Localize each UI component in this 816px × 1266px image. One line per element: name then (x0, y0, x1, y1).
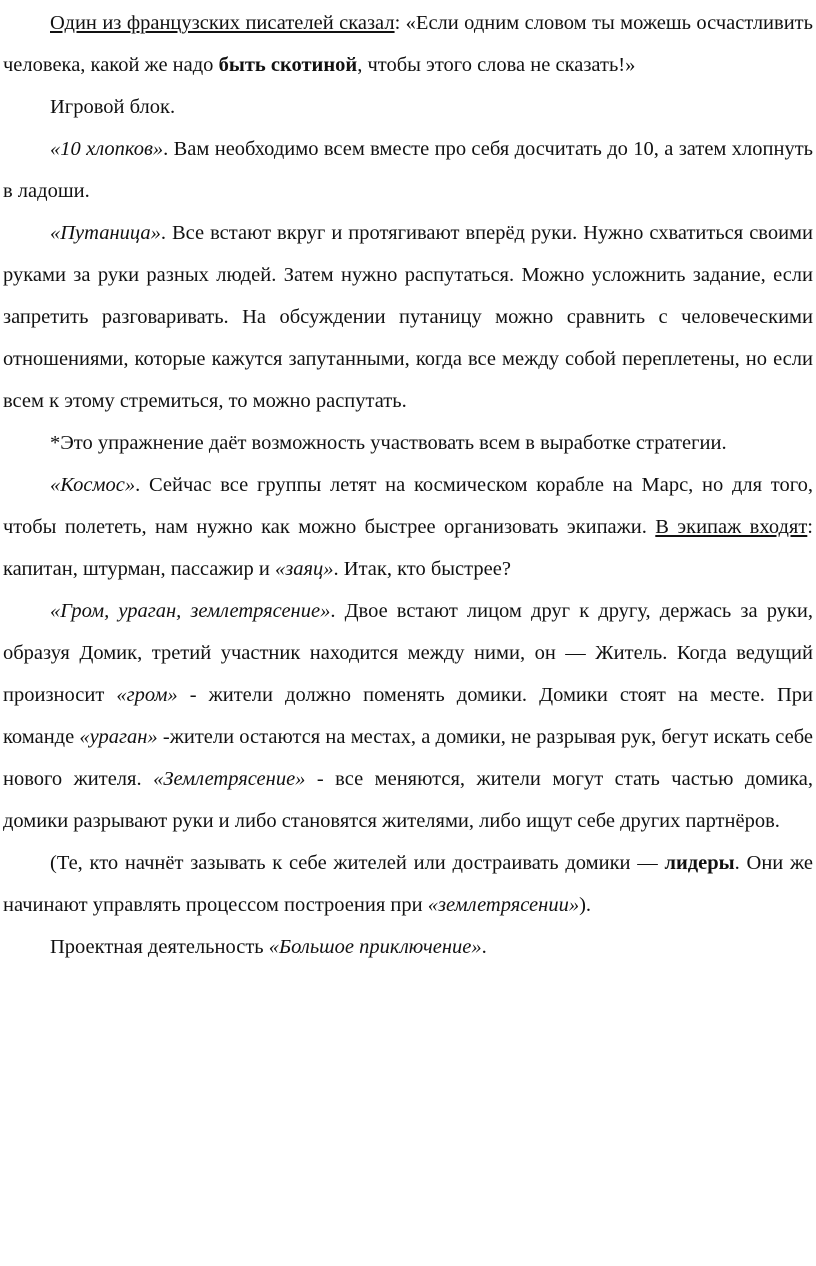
text: : капитан, штурман, пассажир и (3, 516, 813, 580)
underlined-text: В экипаж входят (655, 516, 808, 538)
text: . Они же начинают управлять процессом построения при (3, 852, 813, 916)
paragraph-note (3, 422, 813, 464)
game-title: «10 хлопков» (50, 138, 164, 160)
text: -жители остаются на местах, а домики, не разрывая рук, бегут искать себе нового жителя. (3, 726, 813, 790)
paragraph-game-space (3, 464, 813, 590)
italic-text: «заяц» (275, 558, 334, 580)
text: . Сейчас все группы летят на космическом корабле на Марс, но для того, чтобы полететь, нам нужно как можно быстрее организовать экипажи. (3, 474, 813, 538)
paragraph-game-thunder (3, 590, 813, 842)
italic-text: «ураган» (79, 726, 158, 748)
text: . Двое встают лицом друг к другу, держась за руки, образуя Домик, третий участник находится между ними, он — Житель. Когда ведущий произносит (3, 600, 813, 706)
game-title: «Путаница» (50, 222, 161, 244)
italic-text: «Землетрясение» (153, 768, 306, 790)
text: , чтобы этого слова не сказать!» (357, 54, 636, 76)
paragraph-project (3, 926, 813, 968)
text: - жители должно поменять домики. Домики стоят на месте. При команде (3, 684, 813, 748)
text: - все меняются, жители могут стать частью домика, домики разрывают руки и либо становятся жителями, либо ищут себе других партнёров. (3, 768, 813, 832)
text: . Все встают вкруг и протягивают вперёд руки. Нужно схватиться своими руками за руки разных людей. Затем нужно распутаться. Можно усложнить задание, если запретить разговаривать. На обсуждении путаницу можно сравнить с человеческими отношениями, которые кажутся запутанными, когда все между собой переплетены, но если всем к этому стремиться, то можно распутать. (3, 222, 813, 412)
text: Проектная деятельность (50, 936, 269, 958)
project-title: «Большое приключение» (268, 936, 482, 958)
italic-text: «землетрясении» (427, 894, 580, 916)
quote-source: Один из французских писателей сказал (50, 12, 395, 34)
section-heading: Игровой блок. (50, 96, 176, 118)
text: . Итак, кто быстрее? (333, 558, 511, 580)
paragraph-game-10-claps (3, 128, 813, 212)
paragraph-game-tangle (3, 212, 813, 422)
text: . (481, 936, 487, 958)
text: ). (579, 894, 592, 916)
paragraph-leaders (3, 842, 813, 926)
text: (Те, кто начнёт зазывать к себе жителей или достраивать домики — (50, 852, 665, 874)
text: . Вам необходимо всем вместе про себя досчитать до 10, а затем хлопнуть в ладоши. (3, 138, 814, 202)
text: : «Если одним словом ты можешь осчастливить человека, какой же надо (3, 12, 813, 76)
italic-text: «гром» (116, 684, 178, 706)
paragraph-quote (3, 2, 813, 86)
emphasis-bold: лидеры (664, 852, 735, 874)
game-title: «Космос» (50, 474, 136, 496)
game-title: «Гром, ураган, землетрясение» (50, 600, 331, 622)
paragraph-section-heading (3, 86, 813, 128)
emphasis-bold: быть скотиной (218, 54, 358, 76)
text: *Это упражнение даёт возможность участвовать всем в выработке стратегии. (50, 432, 727, 454)
